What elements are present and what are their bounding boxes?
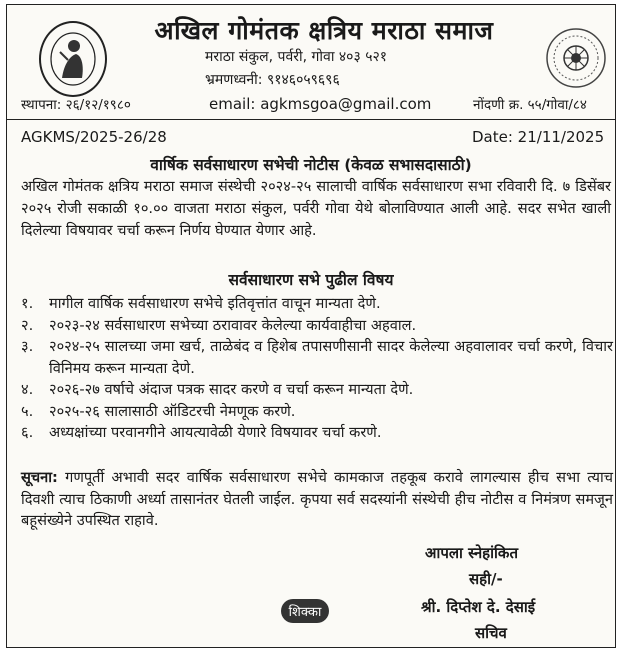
org-title: अखिल गोमंतक क्षत्रिय मराठा समाज: [154, 16, 494, 45]
note-text: गणपूर्ती अभावी सदर वार्षिक सर्वसाधारण सभेचे कामकाज तहकूब करावे लागल्यास हीच सभा त्याच दिवशी त्याच ठिकाणी अर्ध्या तासानंतर घेतली जाईल. कृपया सर्व सदस्यांनी संस्थेची हीच नोटीस व निमंत्रण समजून बहूसंख्येने उपस्थित राहावे.: [21, 469, 613, 529]
agenda-item: [21, 293, 613, 315]
signatory-designation: सचिव: [475, 624, 507, 642]
agenda-item-number: ५.: [21, 402, 34, 420]
note-paragraph: [21, 467, 613, 532]
agenda-item: [21, 336, 613, 379]
established-date: स्थापना: २६/१२/१९८०: [21, 97, 131, 113]
agenda-item-number: ३.: [21, 338, 34, 355]
header-divider: [7, 119, 615, 120]
signature-closing: आपला स्नेहांकित: [425, 544, 518, 562]
agenda-item-number: २.: [21, 316, 34, 334]
agenda-item-text: २०२४-२५ सालच्या जमा खर्च, ताळेबंद व हिशेब तपासणीसानी सादर केलेल्या अहवालावर चर्चा करणे, विचार विनिमय करून मान्यता देणे.: [49, 338, 613, 377]
agenda-item-number: ४.: [21, 381, 34, 398]
intro-paragraph: अखिल गोमंतक क्षत्रिय मराठा समाज संस्थेची २०२४-२५ सालाची वार्षिक सर्वसाधारण सभा रविवारी दि. ७ डिसेंबर २०२५ रोजी सकाळी १०.०० वाजता मराठा संकुल, पर्वरी गोवा येथे बोलाविण्यात आली आहे. सदर सभेत खाली दिलेल्या विषयावर चर्चा करून निर्णय घेण्यात येणार आहे.: [21, 178, 611, 239]
agenda-item-number: १.: [21, 295, 34, 312]
agenda-item: [21, 422, 613, 444]
signatory-name: श्री. दिप्तेश दे. देसाई: [421, 598, 536, 616]
agenda-item-text: २०२३-२४ सर्वसाधारण सभेच्या ठरावावर केलेल्या कार्यवाहीचा अहवाल.: [49, 316, 417, 334]
notice-subject: वार्षिक सर्वसाधारण सभेची नोटीस (केवळ सभासदासाठी): [150, 156, 472, 174]
reference-number: AGKMS/2025-26/28: [21, 128, 167, 146]
org-address: मराठा संकुल, पर्वरी, गोवा ४०३ ५२१: [205, 49, 388, 65]
emblem-figure-icon: [48, 30, 98, 88]
seal-stamp-mark: शिक्का: [281, 599, 329, 623]
agenda-heading: सर्वसाधारण सभे पुढील विषय: [228, 271, 394, 289]
registration-number: नोंदणी क्र. ५५/गोवा/८४: [473, 97, 587, 113]
notice-paper: [6, 4, 616, 648]
agenda-item-text: अध्यक्षांच्या परवानगीने आयत्यावेळी येणारे विषयावर चर्चा करणे.: [49, 424, 382, 441]
agenda-item-text: २०२५-२६ सालासाठी ऑडिटरची नेमणूक करणे.: [49, 402, 296, 420]
org-phone: भ्रमणध्वनी: ९१४६०५९६९६: [205, 72, 340, 88]
note-label: सूचना:: [21, 469, 58, 486]
agenda-item: [21, 379, 613, 401]
agenda-item: [21, 401, 613, 423]
seal-icon: [545, 27, 607, 89]
notice-date: Date: 21/11/2025: [472, 128, 605, 146]
society-seal-right: [543, 25, 609, 91]
agenda-item-text: २०२६-२७ वर्षाचे अंदाज पत्रक सादर करणे व चर्चा करून मान्यता देणे.: [49, 381, 414, 398]
agenda-list: [21, 293, 613, 444]
org-email: email: agkmsgoa@gmail.com: [209, 95, 432, 113]
agenda-item-text: मागील वार्षिक सर्वसाधारण सभेचे इतिवृत्तांत वाचून मान्यता देणे.: [49, 295, 381, 312]
agenda-item: [21, 315, 613, 337]
agenda-item-number: ६.: [21, 424, 34, 441]
society-emblem-left: [39, 21, 107, 97]
signature-signed: सही/-: [469, 570, 503, 588]
